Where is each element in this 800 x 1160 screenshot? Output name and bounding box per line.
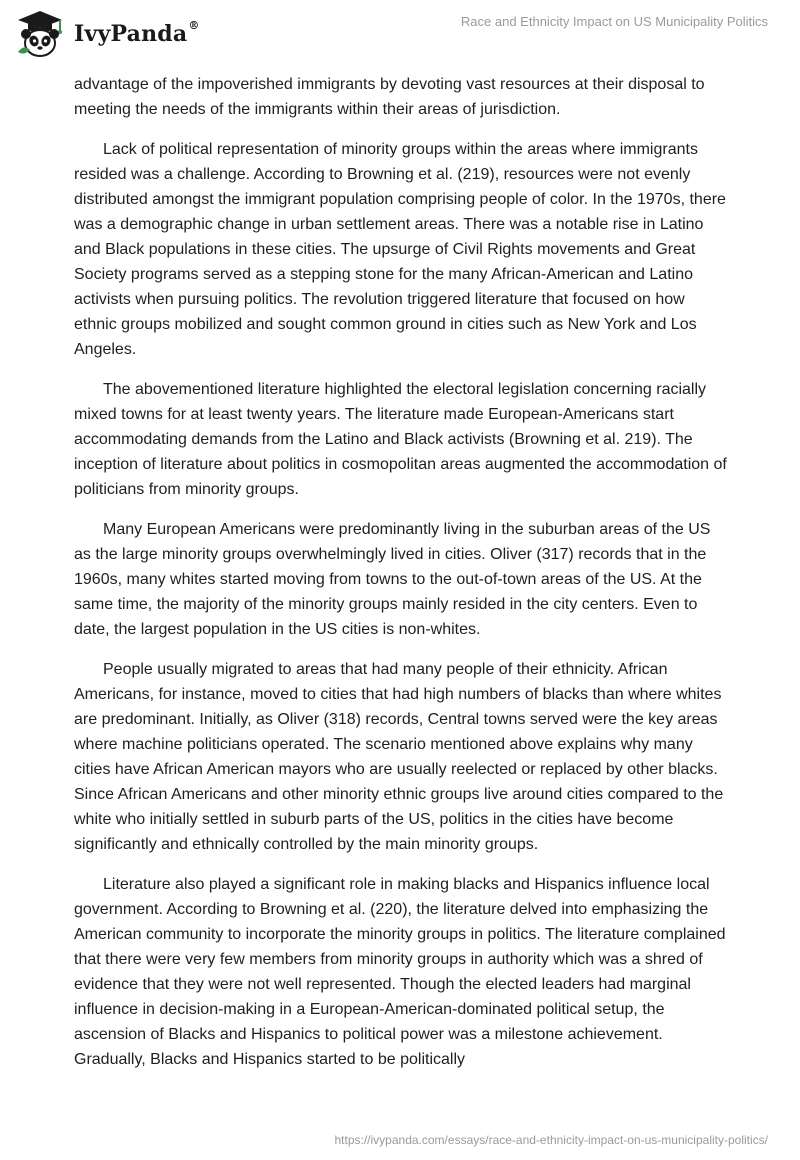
panda-graduate-icon <box>14 8 66 60</box>
document-title: Race and Ethnicity Impact on US Municipality Politics <box>460 14 768 29</box>
paragraph: Literature also played a significant role in making blacks and Hispanics influence local government. According to Browning et al. (220), the literature delved into emphasizing the American community to incorporate the minority groups in politics. The literature complained that there were very few members from minority groups in authority which was a shred of evidence that they were not well represented. Though the elected leaders had marginal influence in decision-making in a European-American-dominated political setup, the ascension of Blacks and Hispanics to political power was a milestone achievement. Gradually, Blacks and Hispanics started to be politically <box>74 876 726 1068</box>
page-header <box>0 0 800 70</box>
paragraph: Many European Americans were predominantly living in the suburban areas of the US as the large minority groups overwhelmingly lived in cities. Oliver (317) records that in the 1960s, many whites started moving from towns to the out-of-town areas of the US. At the same time, the majority of the minority groups mainly resided in the city centers. Even to date, the largest population in the US cities is non-whites. <box>74 521 711 638</box>
ivypanda-logo[interactable] <box>14 8 200 60</box>
paragraph: The abovementioned literature highlighted the electoral legislation concerning racially mixed towns for at least twenty years. The literature made European-Americans start accommodating demands from the Latino and Black activists (Browning et al. 219). The inception of literature about politics in cosmopolitan areas augmented the accommodation of politicians from minority groups. <box>74 381 727 498</box>
brand-label: IvyPanda <box>74 21 188 47</box>
essay-body <box>74 72 730 1087</box>
brand-name <box>74 21 200 47</box>
paragraph: People usually migrated to areas that had many people of their ethnicity. African Americans, for instance, moved to cities that had high numbers of blacks than where whites are predominant. Initially, as Oliver (318) records, Central towns served were the key areas where machine politicians operated. The scenario mentioned above explains why many cities have African American mayors who are usually reelected or replaced by other blacks. Since African Americans and other minority ethnic groups live around cities compared to the white who initially settled in suburb parts of the US, politics in the cities have become significantly and ethnically controlled by the main minority groups. <box>74 661 724 853</box>
paragraph: Lack of political representation of minority groups within the areas where immigrants resided was a challenge. According to Browning et al. (219), resources were not evenly distributed amongst the immigrant population comprising people of color. In the 1970s, there was a demographic change in urban settlement areas. There was a notable rise in Latino and Black populations in these cities. The upsurge of Civil Rights movements and Great Society programs served as a stepping stone for the many African-American and Latino activists when pursuing politics. The revolution triggered literature that focused on how ethnic groups mobilized and sought common ground in cities such as New York and Los Angeles. <box>74 141 726 358</box>
paragraph: advantage of the impoverished immigrants by devoting vast resources at their disposal to meeting the needs of the immigrants within their areas of jurisdiction. <box>74 76 705 118</box>
registered-mark: ® <box>188 19 200 32</box>
source-url[interactable]: https://ivypanda.com/essays/race-and-ethnicity-impact-on-us-municipality-politics/ <box>334 1133 768 1147</box>
